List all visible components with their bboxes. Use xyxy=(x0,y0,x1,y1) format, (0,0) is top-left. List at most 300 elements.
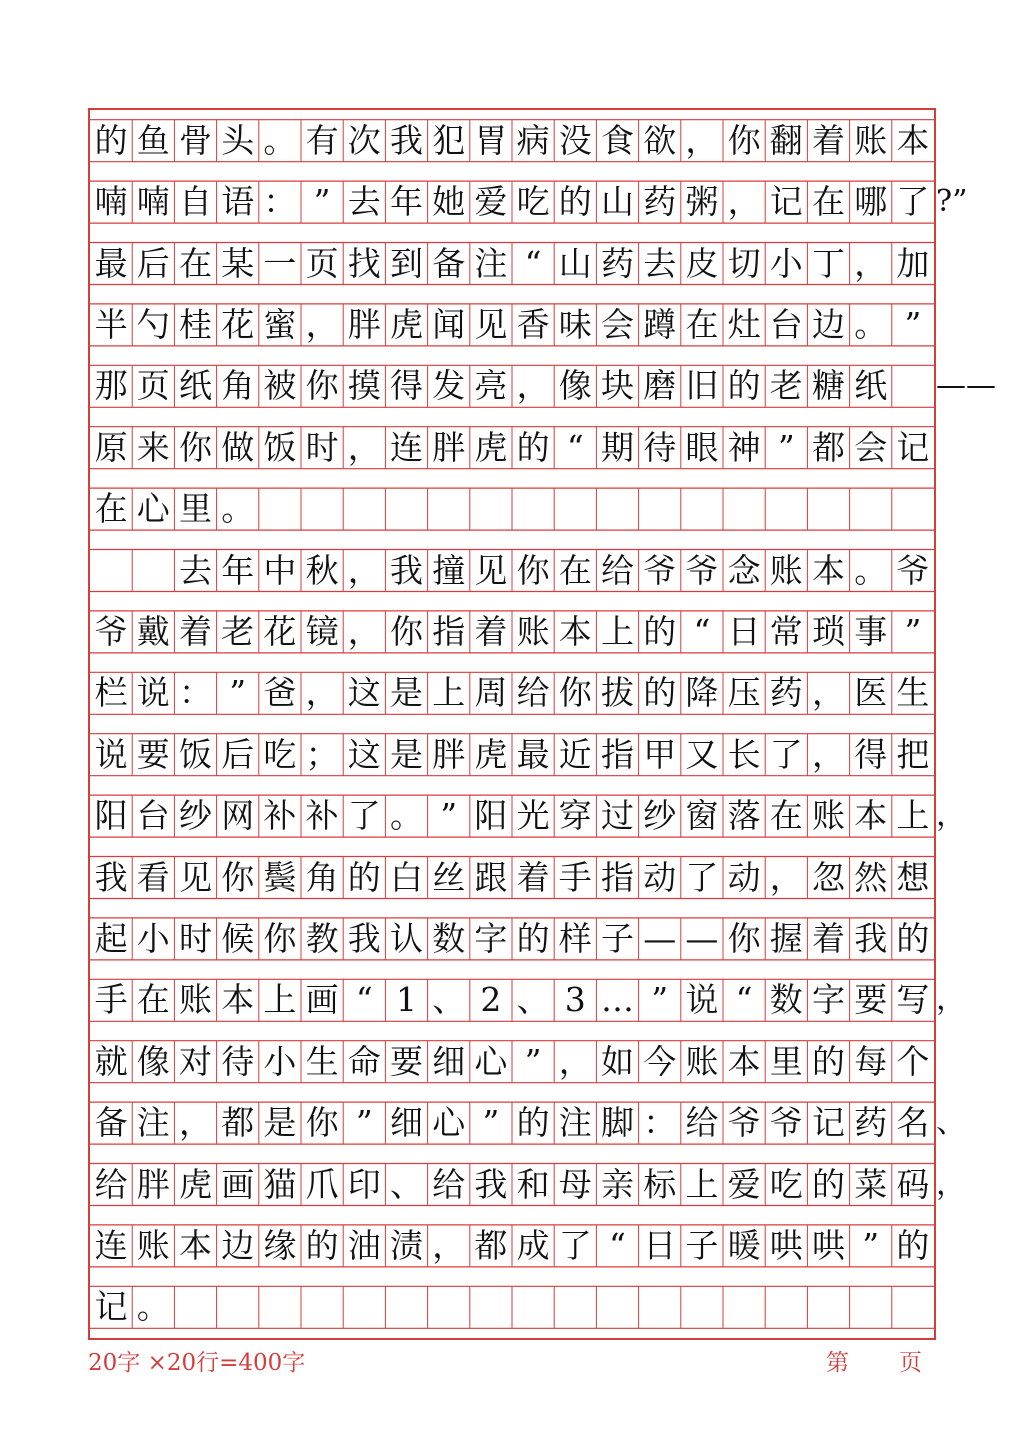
manuscript-char: 山 xyxy=(558,243,592,283)
manuscript-char: ； xyxy=(305,734,339,774)
manuscript-char: 注 xyxy=(136,1103,170,1143)
manuscript-char: 虎 xyxy=(178,1164,212,1204)
manuscript-char: 光 xyxy=(516,796,550,836)
manuscript-char: 胃 xyxy=(474,120,508,160)
manuscript-char: 甲 xyxy=(643,734,677,774)
manuscript-char: ， xyxy=(305,304,339,344)
manuscript-char: 胖 xyxy=(432,427,466,467)
manuscript-char: 账 xyxy=(178,980,212,1020)
manuscript-char: 要 xyxy=(136,734,170,774)
manuscript-char: 指 xyxy=(600,857,634,897)
manuscript-char: 。 xyxy=(854,550,888,590)
manuscript-char: 时 xyxy=(305,427,339,467)
manuscript-char: 做 xyxy=(221,427,255,467)
row-text xyxy=(90,1286,934,1328)
manuscript-char: 成 xyxy=(516,1225,550,1265)
manuscript-char: 补 xyxy=(263,796,297,836)
manuscript-char: 我 xyxy=(347,918,381,958)
manuscript-char: 哪 xyxy=(854,182,888,222)
manuscript-char: 吃 xyxy=(769,1164,803,1204)
manuscript-char: 小 xyxy=(769,243,803,283)
manuscript-char: ” xyxy=(482,1103,500,1143)
manuscript-char: ， xyxy=(811,734,845,774)
manuscript-row xyxy=(90,488,934,530)
manuscript-char: 像 xyxy=(136,1041,170,1081)
manuscript-char: 窗 xyxy=(685,796,719,836)
manuscript-char: 里 xyxy=(178,489,212,529)
manuscript-char: 见 xyxy=(474,550,508,590)
manuscript-char: 花 xyxy=(221,304,255,344)
manuscript-row xyxy=(90,181,934,223)
manuscript-char: 事 xyxy=(854,611,888,651)
manuscript-char: 纱 xyxy=(643,796,677,836)
manuscript-char: 生 xyxy=(305,1041,339,1081)
manuscript-char: 被 xyxy=(263,366,297,406)
manuscript-char: 的 xyxy=(811,1164,845,1204)
manuscript-char: 半 xyxy=(94,304,128,344)
manuscript-char: 爷 xyxy=(643,550,677,590)
manuscript-char: 页 xyxy=(305,243,339,283)
manuscript-char: 连 xyxy=(389,427,423,467)
manuscript-char: 备 xyxy=(432,243,466,283)
manuscript-char: 账 xyxy=(516,611,550,651)
manuscript-char: 如 xyxy=(600,1041,634,1081)
manuscript-char: 语 xyxy=(221,182,255,222)
manuscript-char: 你 xyxy=(305,366,339,406)
manuscript-char: 跟 xyxy=(474,857,508,897)
manuscript-char: — xyxy=(685,918,719,958)
manuscript-char: 给 xyxy=(685,1103,719,1143)
manuscript-row xyxy=(90,120,934,162)
manuscript-char: 头 xyxy=(221,120,255,160)
manuscript-char: 。 xyxy=(221,489,255,529)
manuscript-char: 你 xyxy=(263,918,297,958)
manuscript-char: 的 xyxy=(558,182,592,222)
margin-note: —— xyxy=(936,368,996,404)
manuscript-char: 病 xyxy=(516,120,550,160)
manuscript-char: 亮 xyxy=(474,366,508,406)
manuscript-char: 脚 xyxy=(600,1103,634,1143)
manuscript-char: ， xyxy=(558,1041,592,1081)
manuscript-char: 本 xyxy=(178,1225,212,1265)
manuscript-char: 数 xyxy=(769,980,803,1020)
manuscript-char: 吃 xyxy=(516,182,550,222)
manuscript-char: 账 xyxy=(854,120,888,160)
manuscript-char: 候 xyxy=(221,918,255,958)
manuscript-char: 爷 xyxy=(94,611,128,651)
manuscript-row xyxy=(90,611,934,653)
manuscript-row xyxy=(90,795,934,837)
manuscript-char: 账 xyxy=(811,796,845,836)
manuscript-text-area xyxy=(90,110,934,1338)
manuscript-char: 虎 xyxy=(474,734,508,774)
manuscript-char: 给 xyxy=(432,1164,466,1204)
manuscript-char: 阳 xyxy=(474,796,508,836)
manuscript-char: 这 xyxy=(347,673,381,713)
manuscript-char: 是 xyxy=(389,734,423,774)
manuscript-char: 我 xyxy=(389,120,423,160)
manuscript-char: ” xyxy=(777,427,795,467)
manuscript-char: 找 xyxy=(347,243,381,283)
manuscript-char: 心 xyxy=(432,1103,466,1143)
manuscript-char: 切 xyxy=(727,243,761,283)
manuscript-char: 你 xyxy=(305,1103,339,1143)
manuscript-char: 。 xyxy=(854,304,888,344)
manuscript-char: 每 xyxy=(854,1041,888,1081)
manuscript-char: 你 xyxy=(727,918,761,958)
margin-note: ， xyxy=(936,982,966,1018)
manuscript-char: 着 xyxy=(178,611,212,651)
manuscript-char: 页 xyxy=(136,366,170,406)
manuscript-char: 菜 xyxy=(854,1164,888,1204)
manuscript-char: 心 xyxy=(474,1041,508,1081)
manuscript-char: ” xyxy=(313,182,331,222)
manuscript-char: ， xyxy=(769,857,803,897)
manuscript-char: 见 xyxy=(474,304,508,344)
manuscript-char: 又 xyxy=(685,734,719,774)
manuscript-row xyxy=(90,1041,934,1083)
manuscript-char: ， xyxy=(347,611,381,651)
manuscript-char: 上 xyxy=(432,673,466,713)
manuscript-char: 亲 xyxy=(600,1164,634,1204)
manuscript-char: 子 xyxy=(600,918,634,958)
manuscript-char: 某 xyxy=(221,243,255,283)
manuscript-char: 发 xyxy=(432,366,466,406)
manuscript-char: ， xyxy=(516,366,550,406)
manuscript-char: 的 xyxy=(643,673,677,713)
manuscript-char: 磨 xyxy=(643,366,677,406)
manuscript-char: 骨 xyxy=(178,120,212,160)
manuscript-char: 上 xyxy=(600,611,634,651)
manuscript-char: 命 xyxy=(347,1041,381,1081)
manuscript-char: 爷 xyxy=(727,1103,761,1143)
manuscript-char: 的 xyxy=(896,1225,930,1265)
manuscript-char: 在 xyxy=(811,182,845,222)
manuscript-char: 1 xyxy=(395,980,417,1020)
manuscript-char: 账 xyxy=(136,1225,170,1265)
manuscript-char: 。 xyxy=(136,1287,170,1327)
manuscript-char: 要 xyxy=(389,1041,423,1081)
manuscript-char: “ xyxy=(693,611,711,651)
manuscript-char: 药 xyxy=(854,1103,888,1143)
manuscript-row xyxy=(90,243,934,285)
manuscript-char: 画 xyxy=(221,1164,255,1204)
manuscript-char: 动 xyxy=(727,857,761,897)
manuscript-char: 阳 xyxy=(94,796,128,836)
manuscript-char: 纱 xyxy=(178,796,212,836)
manuscript-char: 鱼 xyxy=(136,120,170,160)
manuscript-row xyxy=(90,672,934,714)
manuscript-char: 账 xyxy=(769,550,803,590)
manuscript-char: 吃 xyxy=(263,734,297,774)
manuscript-char: 上 xyxy=(896,796,930,836)
manuscript-char: 小 xyxy=(263,1041,297,1081)
manuscript-char: ， xyxy=(811,673,845,713)
manuscript-char: 本 xyxy=(896,120,930,160)
manuscript-char: 哄 xyxy=(811,1225,845,1265)
manuscript-row xyxy=(90,857,934,899)
manuscript-char: 角 xyxy=(305,857,339,897)
manuscript-char: ， xyxy=(727,182,761,222)
manuscript-char: 爷 xyxy=(896,550,930,590)
manuscript-char: 药 xyxy=(769,673,803,713)
manuscript-char: 得 xyxy=(389,366,423,406)
manuscript-char: 、 xyxy=(432,980,466,1020)
manuscript-char: 我 xyxy=(474,1164,508,1204)
manuscript-char: 你 xyxy=(221,857,255,897)
manuscript-char: 说 xyxy=(136,673,170,713)
manuscript-char: ， xyxy=(347,550,381,590)
manuscript-char: 中 xyxy=(263,550,297,590)
manuscript-char: “ xyxy=(524,243,542,283)
manuscript-char: 鬓 xyxy=(263,857,297,897)
manuscript-char: 。 xyxy=(389,796,423,836)
manuscript-char: “ xyxy=(735,980,753,1020)
manuscript-char: 虎 xyxy=(389,304,423,344)
manuscript-char: 台 xyxy=(769,304,803,344)
manuscript-char: 穿 xyxy=(558,796,592,836)
manuscript-char: 是 xyxy=(389,673,423,713)
manuscript-char: 最 xyxy=(94,243,128,283)
manuscript-char: 你 xyxy=(516,550,550,590)
manuscript-char: 的 xyxy=(727,366,761,406)
manuscript-char: 会 xyxy=(854,427,888,467)
manuscript-char xyxy=(90,550,132,592)
manuscript-char: ” xyxy=(229,673,247,713)
manuscript-char: 得 xyxy=(854,734,888,774)
manuscript-char: 你 xyxy=(558,673,592,713)
manuscript-char: 上 xyxy=(685,1164,719,1204)
manuscript-char: 要 xyxy=(854,980,888,1020)
manuscript-char: 长 xyxy=(727,734,761,774)
manuscript-char: 了 xyxy=(769,734,803,774)
manuscript-char: 爷 xyxy=(769,1103,803,1143)
manuscript-char: 你 xyxy=(389,611,423,651)
manuscript-row xyxy=(90,1286,934,1328)
manuscript-char: 待 xyxy=(221,1041,255,1081)
manuscript-char: 年 xyxy=(389,182,423,222)
manuscript-char: 来 xyxy=(136,427,170,467)
manuscript-char: 忽 xyxy=(811,857,845,897)
manuscript-row xyxy=(90,427,934,469)
manuscript-char: ” xyxy=(904,304,922,344)
manuscript-char: 、 xyxy=(516,980,550,1020)
manuscript-row xyxy=(90,1102,934,1144)
manuscript-char: 神 xyxy=(727,427,761,467)
manuscript-char: 饭 xyxy=(263,427,297,467)
manuscript-char: 年 xyxy=(221,550,255,590)
manuscript-char: 白 xyxy=(389,857,423,897)
page-label-first: 第 xyxy=(826,1350,849,1376)
manuscript-char: 加 xyxy=(896,243,930,283)
manuscript-char: 周 xyxy=(474,673,508,713)
manuscript-char: 着 xyxy=(811,120,845,160)
manuscript-char: 给 xyxy=(600,550,634,590)
manuscript-char: 她 xyxy=(432,182,466,222)
manuscript-char: 喃 xyxy=(136,182,170,222)
manuscript-char: 去 xyxy=(347,182,381,222)
manuscript-char: 本 xyxy=(727,1041,761,1081)
margin-note: 、 xyxy=(936,1105,966,1141)
manuscript-char: 把 xyxy=(896,734,930,774)
manuscript-char: 着 xyxy=(516,857,550,897)
manuscript-char: … xyxy=(600,980,634,1020)
manuscript-char: 镜 xyxy=(305,611,339,651)
manuscript-char: 握 xyxy=(769,918,803,958)
manuscript-char: 在 xyxy=(178,243,212,283)
manuscript-char: ， xyxy=(432,1225,466,1265)
manuscript-char: 日 xyxy=(727,611,761,651)
manuscript-char: 药 xyxy=(643,182,677,222)
manuscript-char: 渍 xyxy=(389,1225,423,1265)
manuscript-char: 在 xyxy=(94,489,128,529)
manuscript-char: 样 xyxy=(558,918,592,958)
manuscript-row xyxy=(90,734,934,776)
manuscript-char: 和 xyxy=(516,1164,550,1204)
manuscript-char: 欲 xyxy=(643,120,677,160)
manuscript-char: 起 xyxy=(94,918,128,958)
manuscript-row xyxy=(90,918,934,960)
manuscript-char: — xyxy=(643,918,677,958)
manuscript-char: 的 xyxy=(516,918,550,958)
manuscript-char: 压 xyxy=(727,673,761,713)
manuscript-char: 边 xyxy=(811,304,845,344)
manuscript-char: 纸 xyxy=(178,366,212,406)
manuscript-char: 就 xyxy=(94,1041,128,1081)
manuscript-row xyxy=(90,979,934,1021)
manuscript-char: 常 xyxy=(769,611,803,651)
manuscript-char: “ xyxy=(566,427,584,467)
manuscript-char: 翻 xyxy=(769,120,803,160)
manuscript-char: ” xyxy=(862,1225,880,1265)
grid-capacity-label: 20字 ×20行=400字 xyxy=(88,1350,306,1376)
manuscript-char: 眼 xyxy=(685,427,719,467)
manuscript-char: 字 xyxy=(474,918,508,958)
manuscript-char: 味 xyxy=(558,304,592,344)
manuscript-row xyxy=(90,1225,934,1267)
manuscript-char: ” xyxy=(651,980,669,1020)
manuscript-char: 网 xyxy=(221,796,255,836)
manuscript-char: 然 xyxy=(854,857,888,897)
manuscript-char: 了 xyxy=(558,1225,592,1265)
manuscript-char: 在 xyxy=(136,980,170,1020)
manuscript-char: 那 xyxy=(94,366,128,406)
manuscript-char: ： xyxy=(643,1103,677,1143)
manuscript-char: 的 xyxy=(516,427,550,467)
manuscript-char: 想 xyxy=(896,857,930,897)
manuscript-char: 在 xyxy=(558,550,592,590)
manuscript-char: 本 xyxy=(221,980,255,1020)
manuscript-char: 今 xyxy=(643,1041,677,1081)
manuscript-char: 糖 xyxy=(811,366,845,406)
manuscript-char: 都 xyxy=(474,1225,508,1265)
manuscript-char: 数 xyxy=(432,918,466,958)
manuscript-char: 爸 xyxy=(263,673,297,713)
manuscript-char: 的 xyxy=(896,918,930,958)
manuscript-char: 本 xyxy=(854,796,888,836)
manuscript-char: 念 xyxy=(727,550,761,590)
manuscript-char: 油 xyxy=(347,1225,381,1265)
manuscript-char: 的 xyxy=(643,611,677,651)
manuscript-char: 的 xyxy=(94,120,128,160)
manuscript-char: 。 xyxy=(263,120,297,160)
manuscript-char: 胖 xyxy=(347,304,381,344)
manuscript-char: 了 xyxy=(685,857,719,897)
manuscript-char: 生 xyxy=(896,673,930,713)
manuscript-char: 期 xyxy=(600,427,634,467)
manuscript-char: ” xyxy=(904,611,922,651)
manuscript-char: 你 xyxy=(727,120,761,160)
manuscript-char: 这 xyxy=(347,734,381,774)
manuscript-char: 一 xyxy=(263,243,297,283)
manuscript-char xyxy=(132,550,174,592)
manuscript-char: 后 xyxy=(136,243,170,283)
manuscript-char: ， xyxy=(854,243,888,283)
manuscript-char: 记 xyxy=(896,427,930,467)
manuscript-char: 降 xyxy=(685,673,719,713)
manuscript-char: 3 xyxy=(564,980,586,1020)
manuscript-char: 丁 xyxy=(811,243,845,283)
manuscript-char: 你 xyxy=(178,427,212,467)
manuscript-char: 备 xyxy=(94,1103,128,1143)
manuscript-char: 老 xyxy=(769,366,803,406)
page-label-second: 页 xyxy=(899,1350,922,1376)
manuscript-char: 块 xyxy=(600,366,634,406)
manuscript-char: 着 xyxy=(811,918,845,958)
manuscript-char: 粥 xyxy=(685,182,719,222)
manuscript-char: 到 xyxy=(389,243,423,283)
manuscript-char: 老 xyxy=(221,611,255,651)
manuscript-char: 食 xyxy=(600,120,634,160)
manuscript-char: “ xyxy=(355,980,373,1020)
manuscript-char: 医 xyxy=(854,673,888,713)
manuscript-char: 注 xyxy=(474,243,508,283)
manuscript-char: 母 xyxy=(558,1164,592,1204)
manuscript-char: “ xyxy=(609,1225,626,1265)
manuscript-char: 的 xyxy=(305,1225,339,1265)
manuscript-char: 本 xyxy=(811,550,845,590)
manuscript-char: 个 xyxy=(896,1041,930,1081)
manuscript-char: ： xyxy=(263,182,297,222)
manuscript-char: 虎 xyxy=(474,427,508,467)
manuscript-char: 最 xyxy=(516,734,550,774)
manuscript-char: 在 xyxy=(769,796,803,836)
margin-note: ， xyxy=(936,798,966,834)
manuscript-char: 记 xyxy=(769,182,803,222)
manuscript-char: 灶 xyxy=(727,304,761,344)
manuscript-char: 次 xyxy=(347,120,381,160)
manuscript-char: 的 xyxy=(811,1041,845,1081)
manuscript-char: ” xyxy=(440,796,458,836)
manuscript-char: 的 xyxy=(347,857,381,897)
manuscript-char: 了 xyxy=(347,796,381,836)
manuscript-char: 是 xyxy=(263,1103,297,1143)
manuscript-char: 栏 xyxy=(94,673,128,713)
manuscript-char: 爱 xyxy=(474,182,508,222)
manuscript-char: 有 xyxy=(305,120,339,160)
manuscript-char: ， xyxy=(178,1103,212,1143)
manuscript-char: 日 xyxy=(643,1225,677,1265)
manuscript-char: 近 xyxy=(558,734,592,774)
manuscript-char: 名 xyxy=(896,1103,930,1143)
manuscript-char: 拔 xyxy=(600,673,634,713)
manuscript-char: 给 xyxy=(94,1164,128,1204)
manuscript-char: 细 xyxy=(432,1041,466,1081)
manuscript-char: 认 xyxy=(389,918,423,958)
manuscript-char: 指 xyxy=(600,734,634,774)
manuscript-char: 连 xyxy=(94,1225,128,1265)
manuscript-char: 蜜 xyxy=(263,304,297,344)
